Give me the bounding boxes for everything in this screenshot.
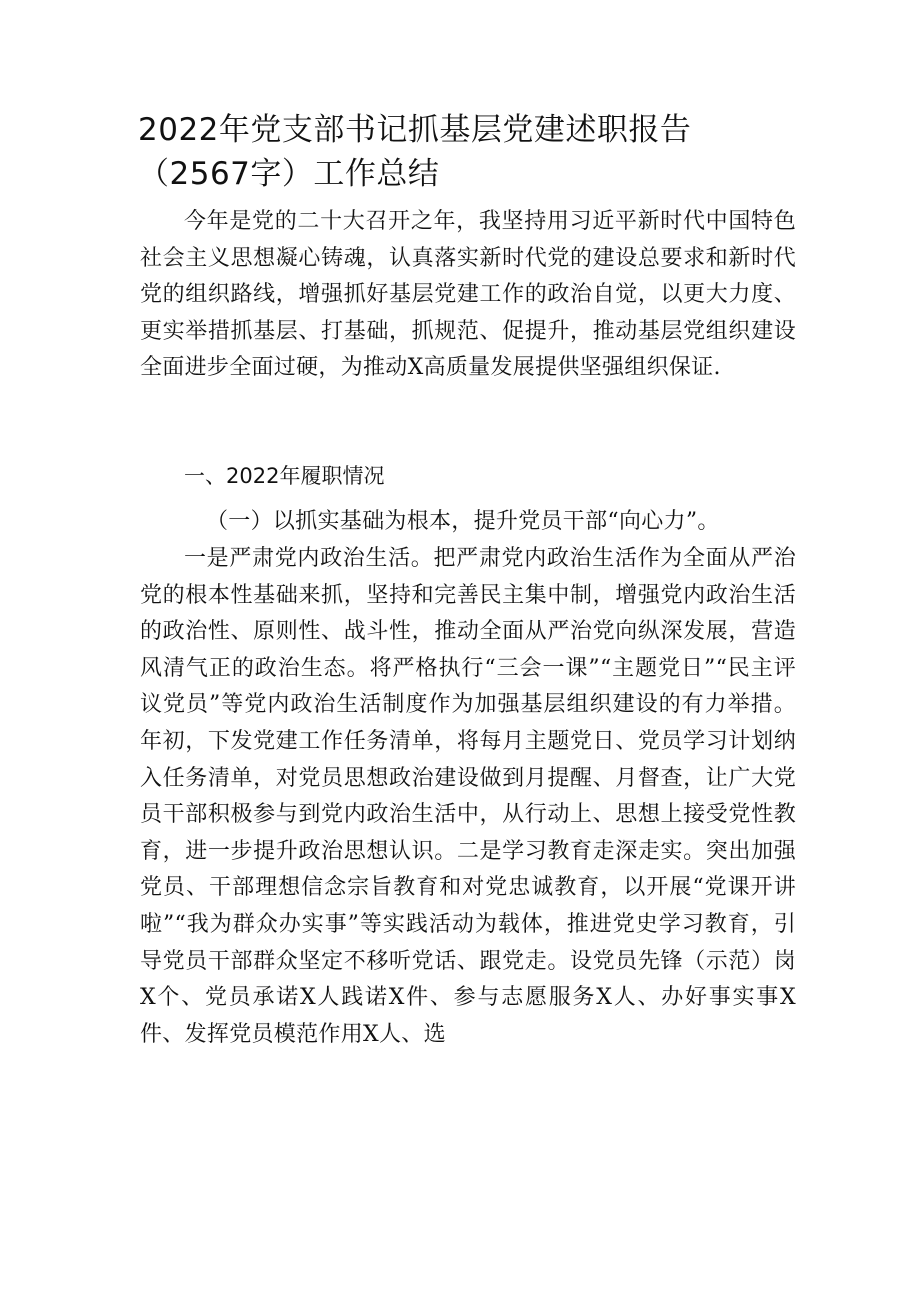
body-paragraph: 一是严肃党内政治生活。把严肃党内政治生活作为全面从严治党的根本性基础来抓，坚持和完善民主集中制，增强党内政治生活的政治性、原则性、战斗性，推动全面从严治党向纵深发展，营造风清气正的政治生态。将严格执行“三会一课”“主题党日”“民主评议党员”等党内政治生活制度作为加强基层组织建设的有力举措。年初，下发党建工作任务清单，将每月主题党日、党员学习计划纳入任务清单，对党员思想政治建设做到月提醒、月督查，让广大党员干部积极参与到党内政治生活中，从行动上、思想上接受党性教育，进一步提升政治思想认识。二是学习教育走深走实。突出加强党员、干部理想信念宗旨教育和对党忠诚教育，以开展“党课开讲啦”“我为群众办实事”等实践活动为载体，推进党史学习教育，引导党员干部群众坚定不移听党话、跟党走。设党员先锋（示范）岗X个、党员承诺X人践诺X件、参与志愿服务X人、办好事实事X件、发挥党员模范作用X人、选 (140, 546, 796, 1047)
document-title: 2022年党支部书记抓基层党建述职报告（2567字）工作总结 (138, 112, 692, 192)
section-heading: 一、2022年履职情况 (184, 464, 385, 488)
subsection-heading: （一）以抓实基础为根本，提升党员干部“向心力”。 (206, 509, 720, 534)
intro-paragraph: 今年是党的二十大召开之年，我坚持用习近平新时代中国特色社会主义思想凝心铸魂，认真落实新时代党的建设总要求和新时代党的组织路线，增强抓好基层党建工作的政治自觉，以更大力度、更实举措抓基层、打基础，抓规范、促提升，推动基层党组织建设全面进步全面过硬，为推动X高质量发展提供坚强组织保证. (140, 209, 796, 381)
